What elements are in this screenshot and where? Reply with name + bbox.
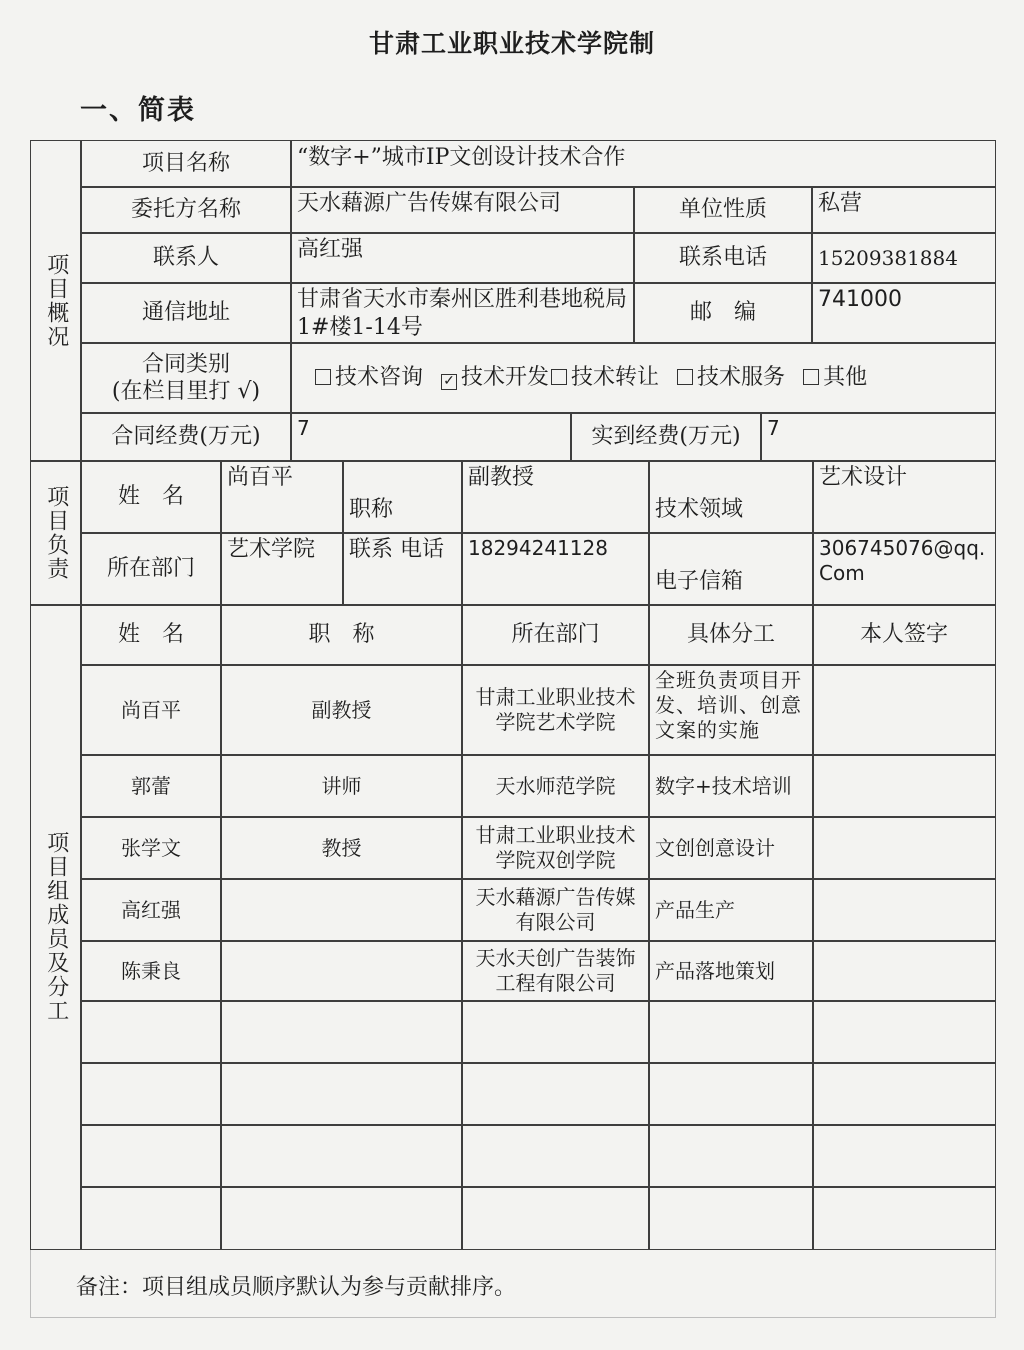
leader-field-value: 艺术设计 — [812, 460, 996, 534]
member-signature-cell[interactable] — [812, 816, 996, 880]
checkbox-checked-icon: ✓ — [441, 374, 457, 390]
member-role: 产品落地策划 — [648, 940, 814, 1002]
member-dept: 天水藉源广告传媒有限公司 — [461, 878, 650, 942]
address-label: 通信地址 — [80, 282, 292, 344]
member-title: 讲师 — [220, 754, 463, 818]
member-role: 全班负责项目开发、培训、创意文案的实施 — [648, 664, 814, 756]
empty-cell[interactable] — [461, 1000, 650, 1064]
contract-type-label: 合同类别 (在栏目里打 √) — [80, 342, 292, 414]
received-fee-label: 实到经费(万元) — [570, 412, 762, 462]
member-signature-cell[interactable] — [812, 940, 996, 1002]
project-name-label: 项目名称 — [80, 140, 292, 188]
leader-dept-value: 艺术学院 — [220, 532, 344, 606]
members-header-dept: 所在部门 — [461, 604, 650, 666]
phone-label: 联系电话 — [633, 232, 813, 284]
member-title: 教授 — [220, 816, 463, 880]
leader-name-value: 尚百平 — [220, 460, 344, 534]
empty-cell[interactable] — [648, 1186, 814, 1250]
postcode-value: 741000 — [811, 282, 996, 344]
member-dept: 甘肃工业职业技术学院艺术学院 — [461, 664, 650, 756]
address-value: 甘肃省天水市秦州区胜利巷地税局1#楼1-14号 — [290, 282, 635, 344]
leader-field-label: 技术领域 — [648, 460, 814, 534]
leader-phone-value: 18294241128 — [461, 532, 650, 606]
client-value: 天水藉源广告传媒有限公司 — [290, 186, 635, 234]
empty-cell[interactable] — [220, 1186, 463, 1250]
members-header-sign: 本人签字 — [812, 604, 996, 666]
empty-cell[interactable] — [461, 1186, 650, 1250]
leader-email-value: 306745076@qq.Com — [812, 532, 996, 606]
received-fee-value: 7 — [760, 412, 996, 462]
empty-cell[interactable] — [80, 1186, 222, 1250]
member-role: 产品生产 — [648, 878, 814, 942]
empty-cell[interactable] — [80, 1124, 222, 1188]
leader-name-label: 姓 名 — [80, 460, 222, 534]
leader-side-label: 项目负责 — [30, 460, 82, 606]
section-title: 一、简表 — [80, 95, 196, 126]
checkbox-icon — [677, 369, 693, 385]
member-title — [220, 878, 463, 942]
contract-type-option[interactable]: 技术服务 — [659, 364, 785, 392]
contract-type-options — [290, 342, 996, 414]
member-dept: 甘肃工业职业技术学院双创学院 — [461, 816, 650, 880]
leader-email-label: 电子信箱 — [648, 532, 814, 606]
member-dept: 天水师范学院 — [461, 754, 650, 818]
checkbox-icon — [551, 369, 567, 385]
empty-cell[interactable] — [648, 1062, 814, 1126]
empty-cell[interactable] — [461, 1062, 650, 1126]
leader-title-value: 副教授 — [461, 460, 650, 534]
nature-value: 私营 — [811, 186, 996, 234]
empty-cell[interactable] — [80, 1000, 222, 1064]
contract-type-option[interactable]: 技术咨询 — [297, 364, 423, 392]
empty-cell[interactable] — [220, 1062, 463, 1126]
footnote: 备注：项目组成员顺序默认为参与贡献排序。 — [76, 1275, 517, 1300]
checkbox-icon — [315, 369, 331, 385]
phone-value: 15209381884 — [811, 232, 996, 284]
checkbox-icon — [803, 369, 819, 385]
client-label: 委托方名称 — [80, 186, 292, 234]
members-header-name: 姓 名 — [80, 604, 222, 666]
empty-cell[interactable] — [80, 1062, 222, 1126]
contract-type-option[interactable]: ✓ 技术开发 — [423, 364, 549, 392]
empty-cell[interactable] — [812, 1186, 996, 1250]
member-name: 陈秉良 — [80, 940, 222, 1002]
member-title — [220, 940, 463, 1002]
postcode-label: 邮 编 — [633, 282, 813, 344]
member-name: 高红强 — [80, 878, 222, 942]
empty-cell[interactable] — [812, 1062, 996, 1126]
member-title: 副教授 — [220, 664, 463, 756]
overview-side-label: 项目概况 — [30, 140, 82, 462]
members-side-label: 项目组成员及分工 — [30, 604, 82, 1250]
member-role: 数字+技术培训 — [648, 754, 814, 818]
members-header-role: 具体分工 — [648, 604, 814, 666]
empty-cell[interactable] — [812, 1124, 996, 1188]
leader-title-label: 职称 — [342, 460, 463, 534]
project-name-value: “数字+”城市IP文创设计技术合作 — [290, 140, 996, 188]
member-name: 张学文 — [80, 816, 222, 880]
page-title: 甘肃工业职业技术学院制 — [368, 29, 655, 58]
empty-cell[interactable] — [648, 1000, 814, 1064]
contract-type-option[interactable]: 其他 — [785, 364, 867, 392]
member-name: 郭蕾 — [80, 754, 222, 818]
empty-cell[interactable] — [220, 1124, 463, 1188]
empty-cell[interactable] — [461, 1124, 650, 1188]
empty-cell[interactable] — [648, 1124, 814, 1188]
member-role: 文创创意设计 — [648, 816, 814, 880]
member-signature-cell[interactable] — [812, 664, 996, 756]
contact-value: 高红强 — [290, 232, 635, 284]
nature-label: 单位性质 — [633, 186, 813, 234]
contract-type-option[interactable]: 技术转让 — [549, 364, 659, 392]
member-signature-cell[interactable] — [812, 878, 996, 942]
empty-cell[interactable] — [812, 1000, 996, 1064]
leader-dept-label: 所在部门 — [80, 532, 222, 606]
fee-value: 7 — [290, 412, 572, 462]
member-signature-cell[interactable] — [812, 754, 996, 818]
member-name: 尚百平 — [80, 664, 222, 756]
contact-label: 联系人 — [80, 232, 292, 284]
leader-phone-label: 联系 电话 — [342, 532, 463, 606]
members-header-title: 职 称 — [220, 604, 463, 666]
member-dept: 天水天创广告装饰工程有限公司 — [461, 940, 650, 1002]
empty-cell[interactable] — [220, 1000, 463, 1064]
fee-label: 合同经费(万元) — [80, 412, 292, 462]
